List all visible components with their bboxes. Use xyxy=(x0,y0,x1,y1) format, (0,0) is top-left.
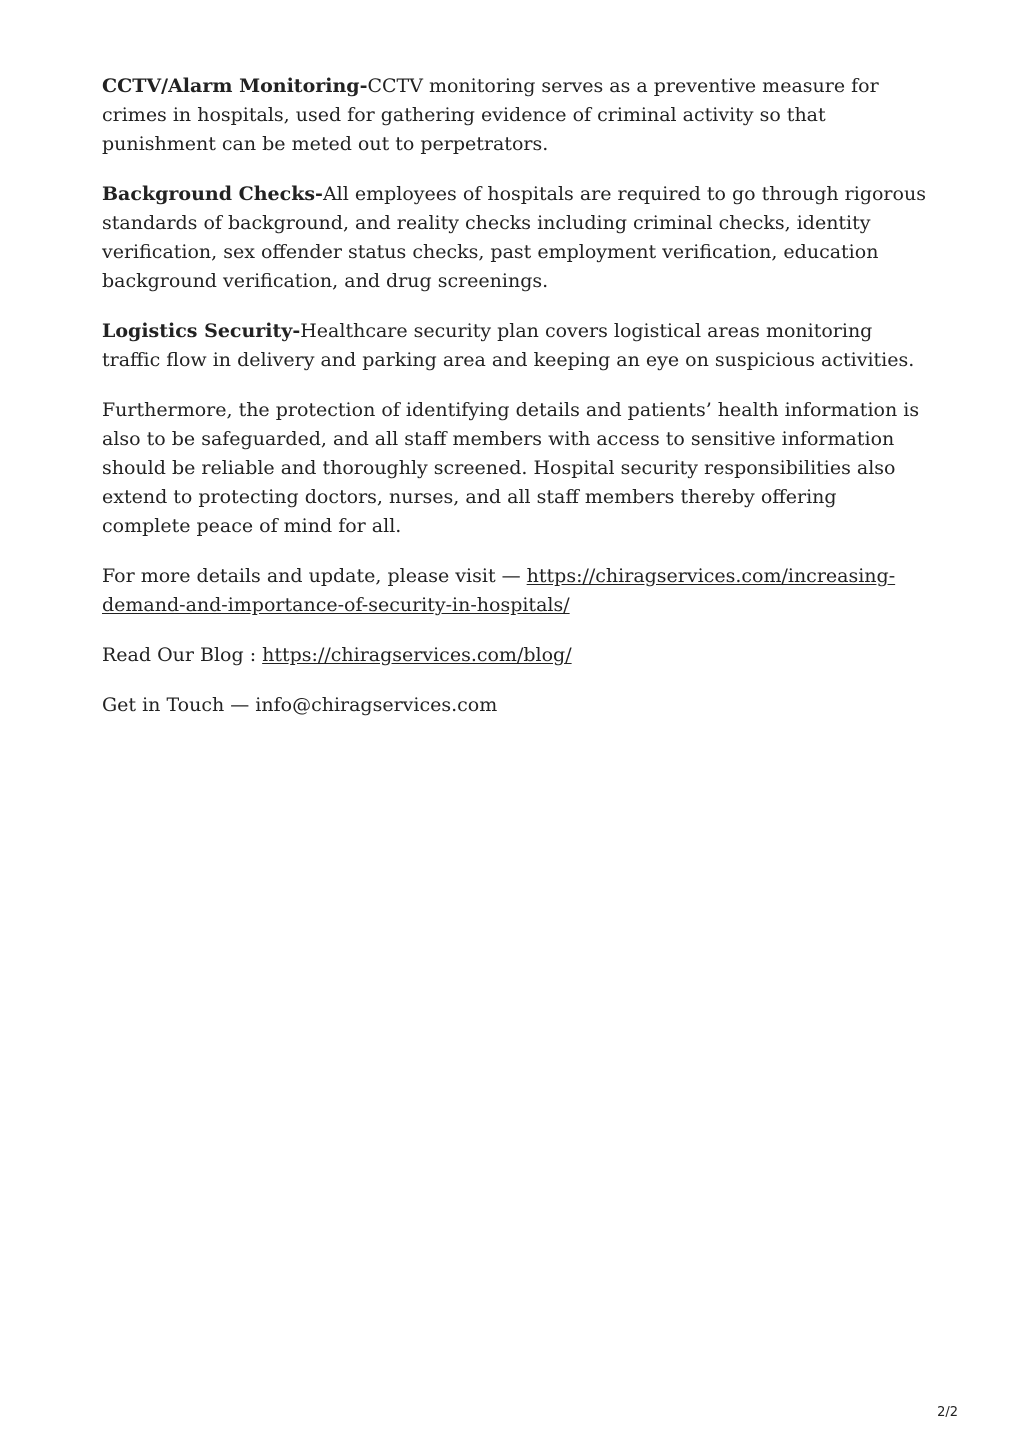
logistics-security-heading: Logistics Security- xyxy=(102,320,301,342)
document-body xyxy=(102,72,927,741)
logistics-security-text: Healthcare security plan covers logistical areas monitoring traffic flow in delivery and parking area and keeping an eye on suspicious activities. xyxy=(102,320,915,371)
contact-paragraph: Get in Touch — info@chiragservices.com xyxy=(102,694,498,716)
background-checks-text: All employees of hospitals are required to go through rigorous standards of background, and reality checks including criminal checks, identity verification, sex offender status checks, past employment verification, education background verification, and drug screenings. xyxy=(102,183,926,292)
cctv-heading: CCTV/Alarm Monitoring- xyxy=(102,75,368,97)
more-details-paragraph xyxy=(102,562,927,620)
cctv-paragraph xyxy=(102,72,927,159)
blog-paragraph xyxy=(102,641,927,670)
page-number: 2/2 xyxy=(937,1405,958,1420)
cctv-text: CCTV monitoring serves as a preventive measure for crimes in hospitals, used for gathering evidence of criminal activity so that punishment can be meted out to perpetrators. xyxy=(102,75,879,155)
more-details-link[interactable]: https://chiragservices.com/increasing-demand-and-importance-of-security-in-hospitals/ xyxy=(102,565,896,616)
background-checks-paragraph xyxy=(102,180,927,296)
furthermore-paragraph: Furthermore, the protection of identifying details and patients’ health information is also to be safeguarded, and all staff members with access to sensitive information should be reliable and thoroughly screened. Hospital security responsibilities also extend to protecting doctors, nurses, and all staff members thereby offering complete peace of mind for all. xyxy=(102,399,920,537)
blog-link[interactable]: https://chiragservices.com/blog/ xyxy=(262,644,572,666)
more-details-prefix: For more details and update, please visit — xyxy=(102,565,527,587)
logistics-security-paragraph xyxy=(102,317,927,375)
background-checks-heading: Background Checks- xyxy=(102,183,323,205)
blog-prefix: Read Our Blog : xyxy=(102,644,263,666)
